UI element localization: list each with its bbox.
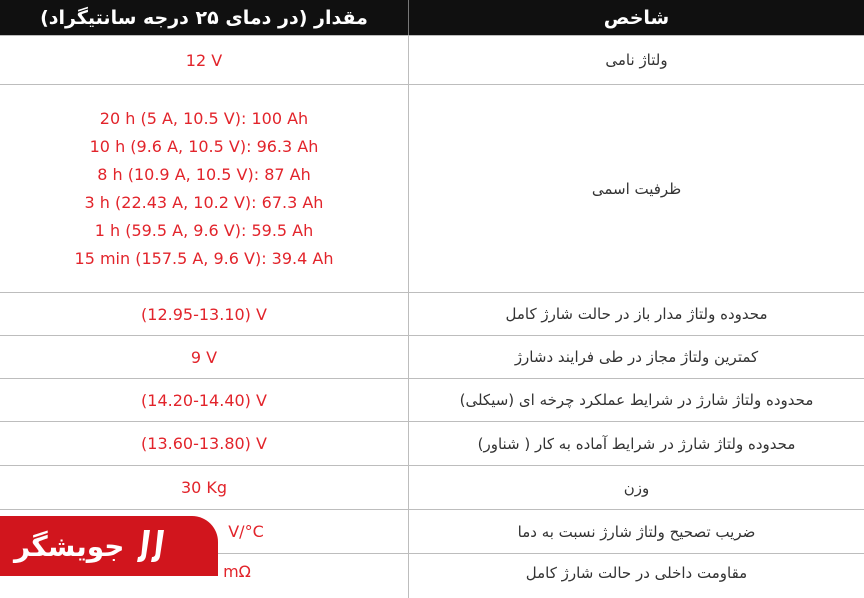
value-cell [0,336,408,378]
value-text: (12.95-13.10) V [141,304,267,324]
param-cell [409,85,864,292]
value-cell [0,379,408,421]
param-cell [409,554,864,598]
param-text: محدوده ولتاژ شارژ در شرایط آماده به کار ( شناور) [477,434,796,453]
value-cell [0,293,408,335]
param-cell [409,36,864,84]
value-cell [0,85,408,292]
param-cell [409,466,864,509]
capacity-item: 15 min (157.5 A, 9.6 V): 39.4 Ah [74,249,334,268]
param-text: ولتاژ نامی [605,51,668,69]
param-cell [409,336,864,378]
capacity-item: 8 h (10.9 A, 10.5 V): 87 Ah [97,165,311,184]
param-cell [409,510,864,553]
capacity-item: 1 h (59.5 A, 9.6 V): 59.5 Ah [94,221,314,240]
param-text: محدوده ولتاژ مدار باز در حالت شارژ کامل [505,305,768,323]
capacity-list [75,109,334,268]
table-row [0,85,864,293]
param-cell [409,422,864,465]
value-column-header [0,0,408,35]
param-column-header [409,0,864,35]
brand-logo[interactable] [0,516,218,576]
value-cell [0,422,408,465]
param-text: مقاومت داخلی در حالت شارژ کامل [525,564,748,582]
param-cell [409,379,864,421]
param-text: ضریب تصحیح ولتاژ شارژ نسبت به دما [517,522,756,541]
value-text: 9 V [190,347,218,367]
table-row [0,36,864,85]
table-row [0,422,864,466]
capacity-item: 20 h (5 A, 10.5 V): 100 Ah [99,109,309,128]
param-column-header-label: شاخص [603,6,670,29]
param-text: ظرفیت اسمی [591,179,682,198]
value-text: (13.60-13.80) V [141,434,267,453]
value-text: (14.20-14.40) V [141,390,267,410]
value-cell [0,36,408,84]
table-header [0,0,864,36]
brand-logo-icon [134,526,170,566]
value-text: 12 V [185,50,223,70]
value-text: V/°C [228,522,264,541]
value-text: 30 Kg [180,478,228,497]
value-cell [0,466,408,509]
table-row [0,336,864,379]
capacity-item: 10 h (9.6 A, 10.5 V): 96.3 Ah [89,137,319,156]
param-text: محدوده ولتاژ شارژ در شرایط عملکرد چرخه ای (سیکلی) [459,391,814,409]
value-column-header-label: مقدار (در دمای ۲۵ درجه سانتیگراد) [40,6,368,29]
capacity-item: 3 h (22.43 A, 10.2 V): 67.3 Ah [84,193,324,212]
table-row [0,379,864,422]
table-row [0,466,864,510]
param-text: کمترین ولتاژ مجاز در طی فرایند دشارژ [514,348,759,366]
brand-logo-text: جویشگر [14,529,125,563]
value-text: mΩ [223,562,251,581]
param-cell [409,293,864,335]
table-row [0,293,864,336]
param-text: وزن [623,478,650,497]
